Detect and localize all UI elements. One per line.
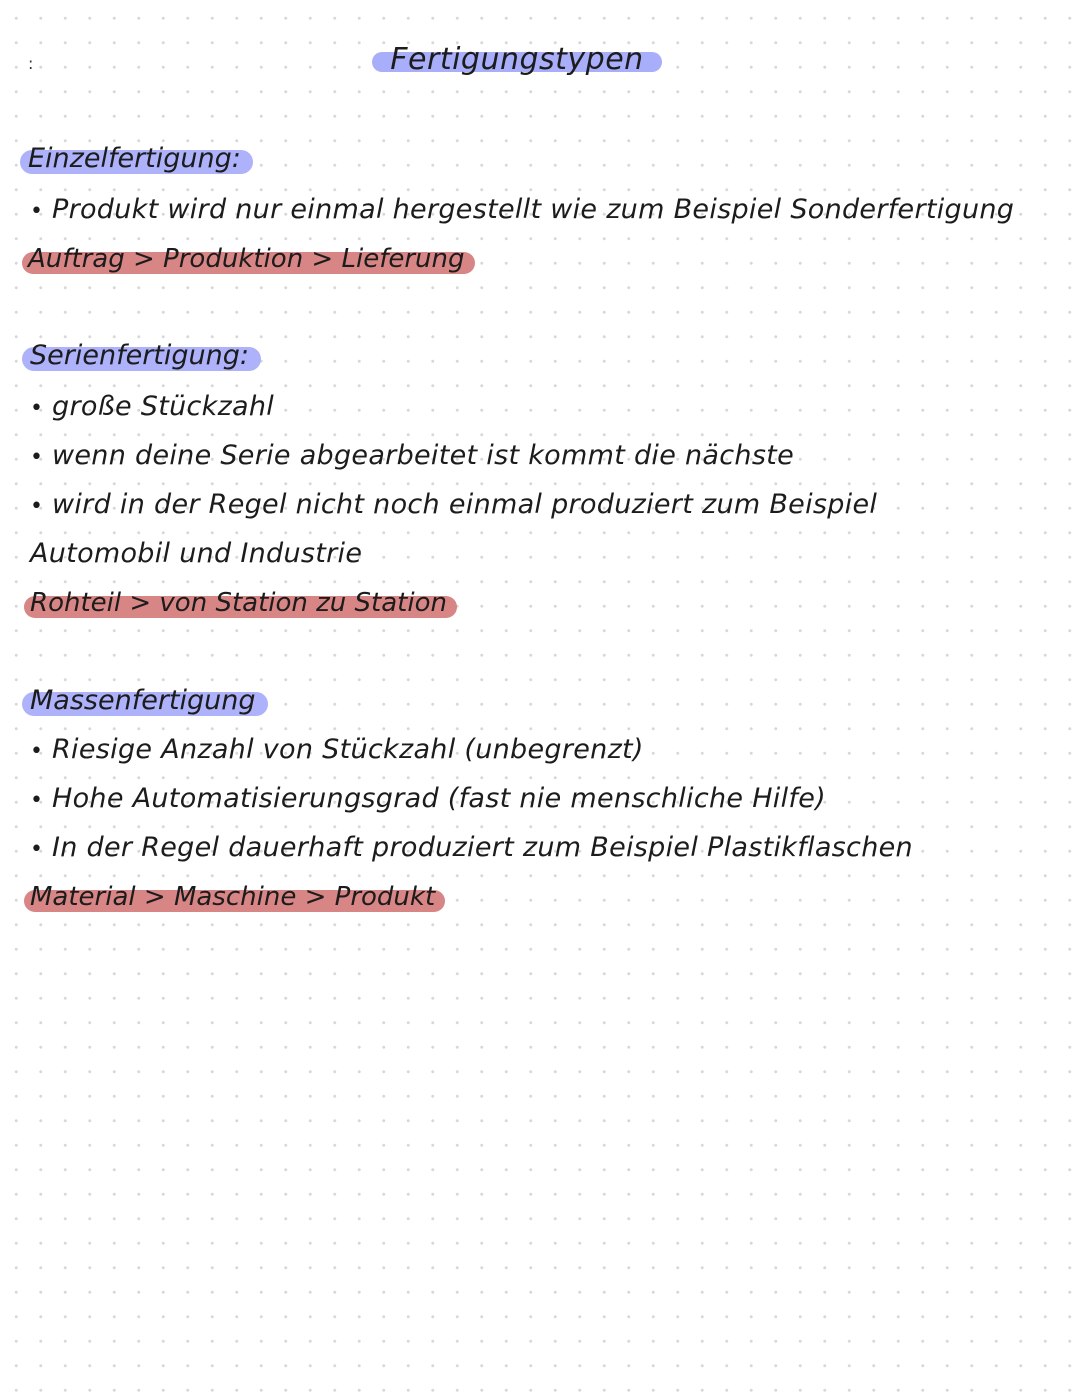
bullet-icon: •: [30, 739, 44, 764]
heading-einzelfertigung: Einzelfertigung:: [20, 142, 253, 176]
page-title: Fertigungstypen: [390, 42, 644, 77]
flow-serienfertigung: Rohteil > von Station zu Station: [24, 587, 457, 619]
list-item: • wird in der Regel nicht noch einmal produziert zum Beispiel: [30, 488, 877, 524]
heading-serienfertigung: Serienfertigung:: [22, 339, 261, 373]
bullet-icon: •: [30, 199, 44, 224]
heading-massenfertigung: Massenfertigung: [22, 684, 268, 718]
list-item: • Produkt wird nur einmal hergestellt wie zum Beispiel Sonderfertigung: [30, 193, 1014, 229]
list-item: • große Stückzahl: [30, 390, 274, 426]
flow-massenfertigung: Material > Maschine > Produkt: [24, 881, 445, 913]
title-block: [372, 40, 662, 80]
bullet-icon: •: [30, 396, 44, 421]
bullet-icon: •: [30, 494, 44, 519]
bullet-icon: •: [30, 788, 44, 813]
list-item: • Riesige Anzahl von Stückzahl (unbegrenzt): [30, 733, 644, 769]
bullet-icon: •: [30, 837, 44, 862]
flow-einzelfertigung: Auftrag > Produktion > Lieferung: [22, 243, 475, 275]
list-item: • In der Regel dauerhaft produziert zum Beispiel Plastikflaschen: [30, 831, 913, 867]
list-item-continuation: Automobil und Industrie: [30, 538, 363, 569]
list-item: • Hohe Automatisierungsgrad (fast nie menschliche Hilfe): [30, 782, 826, 818]
bullet-icon: •: [30, 445, 44, 470]
list-item: • wenn deine Serie abgearbeitet ist kommt die nächste: [30, 439, 794, 475]
corner-mark: :: [28, 54, 34, 73]
